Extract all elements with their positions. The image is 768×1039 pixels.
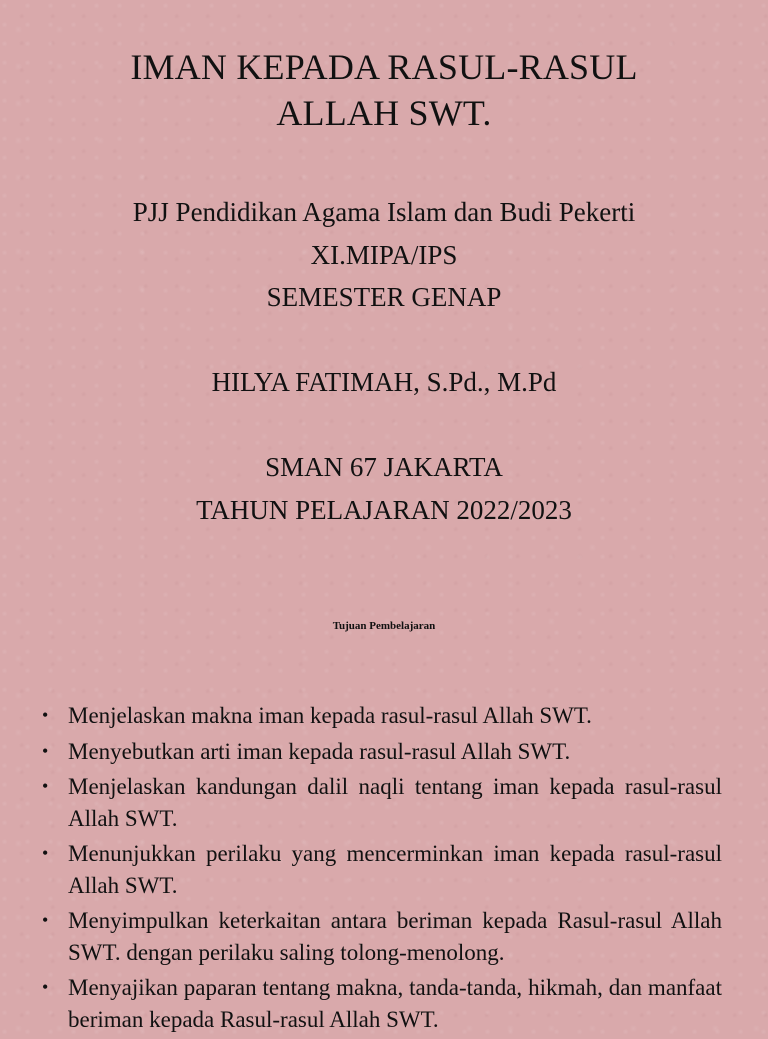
bullet-icon: •	[42, 776, 49, 796]
list-item	[42, 700, 722, 732]
course-name: PJJ Pendidikan Agama Islam dan Budi Pekerti	[132, 197, 636, 227]
list-item	[42, 838, 722, 901]
list-item	[42, 905, 722, 968]
objective-text: Menyebutkan arti iman kepada rasul-rasul Allah SWT.	[68, 738, 571, 764]
list-item	[42, 736, 722, 768]
slide-title-line-2: ALLAH SWT.	[276, 93, 492, 133]
bullet-icon: •	[42, 843, 49, 863]
slide-title	[0, 44, 768, 136]
objectives-list	[42, 700, 722, 1039]
school-name: SMAN 67 JAKARTA	[265, 452, 503, 482]
objective-text: Menyajikan paparan tentang makna, tanda-tanda, hikmah, dan manfaat beriman kepada Rasul-rasul Allah SWT.	[68, 975, 722, 1032]
spacer	[0, 404, 768, 447]
objective-text: Menjelaskan makna iman kepada rasul-rasul Allah SWT.	[68, 703, 592, 728]
semester: SEMESTER GENAP	[266, 282, 502, 312]
bullet-icon: •	[42, 910, 49, 930]
objective-text: Menjelaskan kandungan dalil naqli tentang iman kepada rasul-rasul Allah SWT.	[68, 774, 722, 831]
list-item	[42, 771, 722, 834]
bullet-icon: •	[42, 740, 49, 761]
class-name: XI.MIPA/IPS	[310, 239, 458, 270]
bullet-icon: •	[42, 705, 49, 725]
teacher-name: HILYA FATIMAH, S.Pd., M.Pd	[211, 367, 557, 397]
slide-title-line-1: IMAN KEPADA RASUL-RASUL	[130, 47, 638, 87]
academic-year: TAHUN PELAJARAN 2022/2023	[196, 494, 572, 525]
spacer	[0, 319, 768, 362]
bullet-icon: •	[42, 977, 49, 997]
list-item	[42, 972, 722, 1035]
objective-text: Menyimpulkan keterkaitan antara beriman kepada Rasul-rasul Allah SWT. dengan perilaku saling tolong-menolong.	[68, 908, 722, 965]
slide-subtitle	[0, 191, 768, 531]
objectives-heading: Tujuan Pembelajaran	[332, 620, 436, 632]
objective-text: Menunjukkan perilaku yang mencerminkan iman kepada rasul-rasul Allah SWT.	[68, 841, 722, 898]
